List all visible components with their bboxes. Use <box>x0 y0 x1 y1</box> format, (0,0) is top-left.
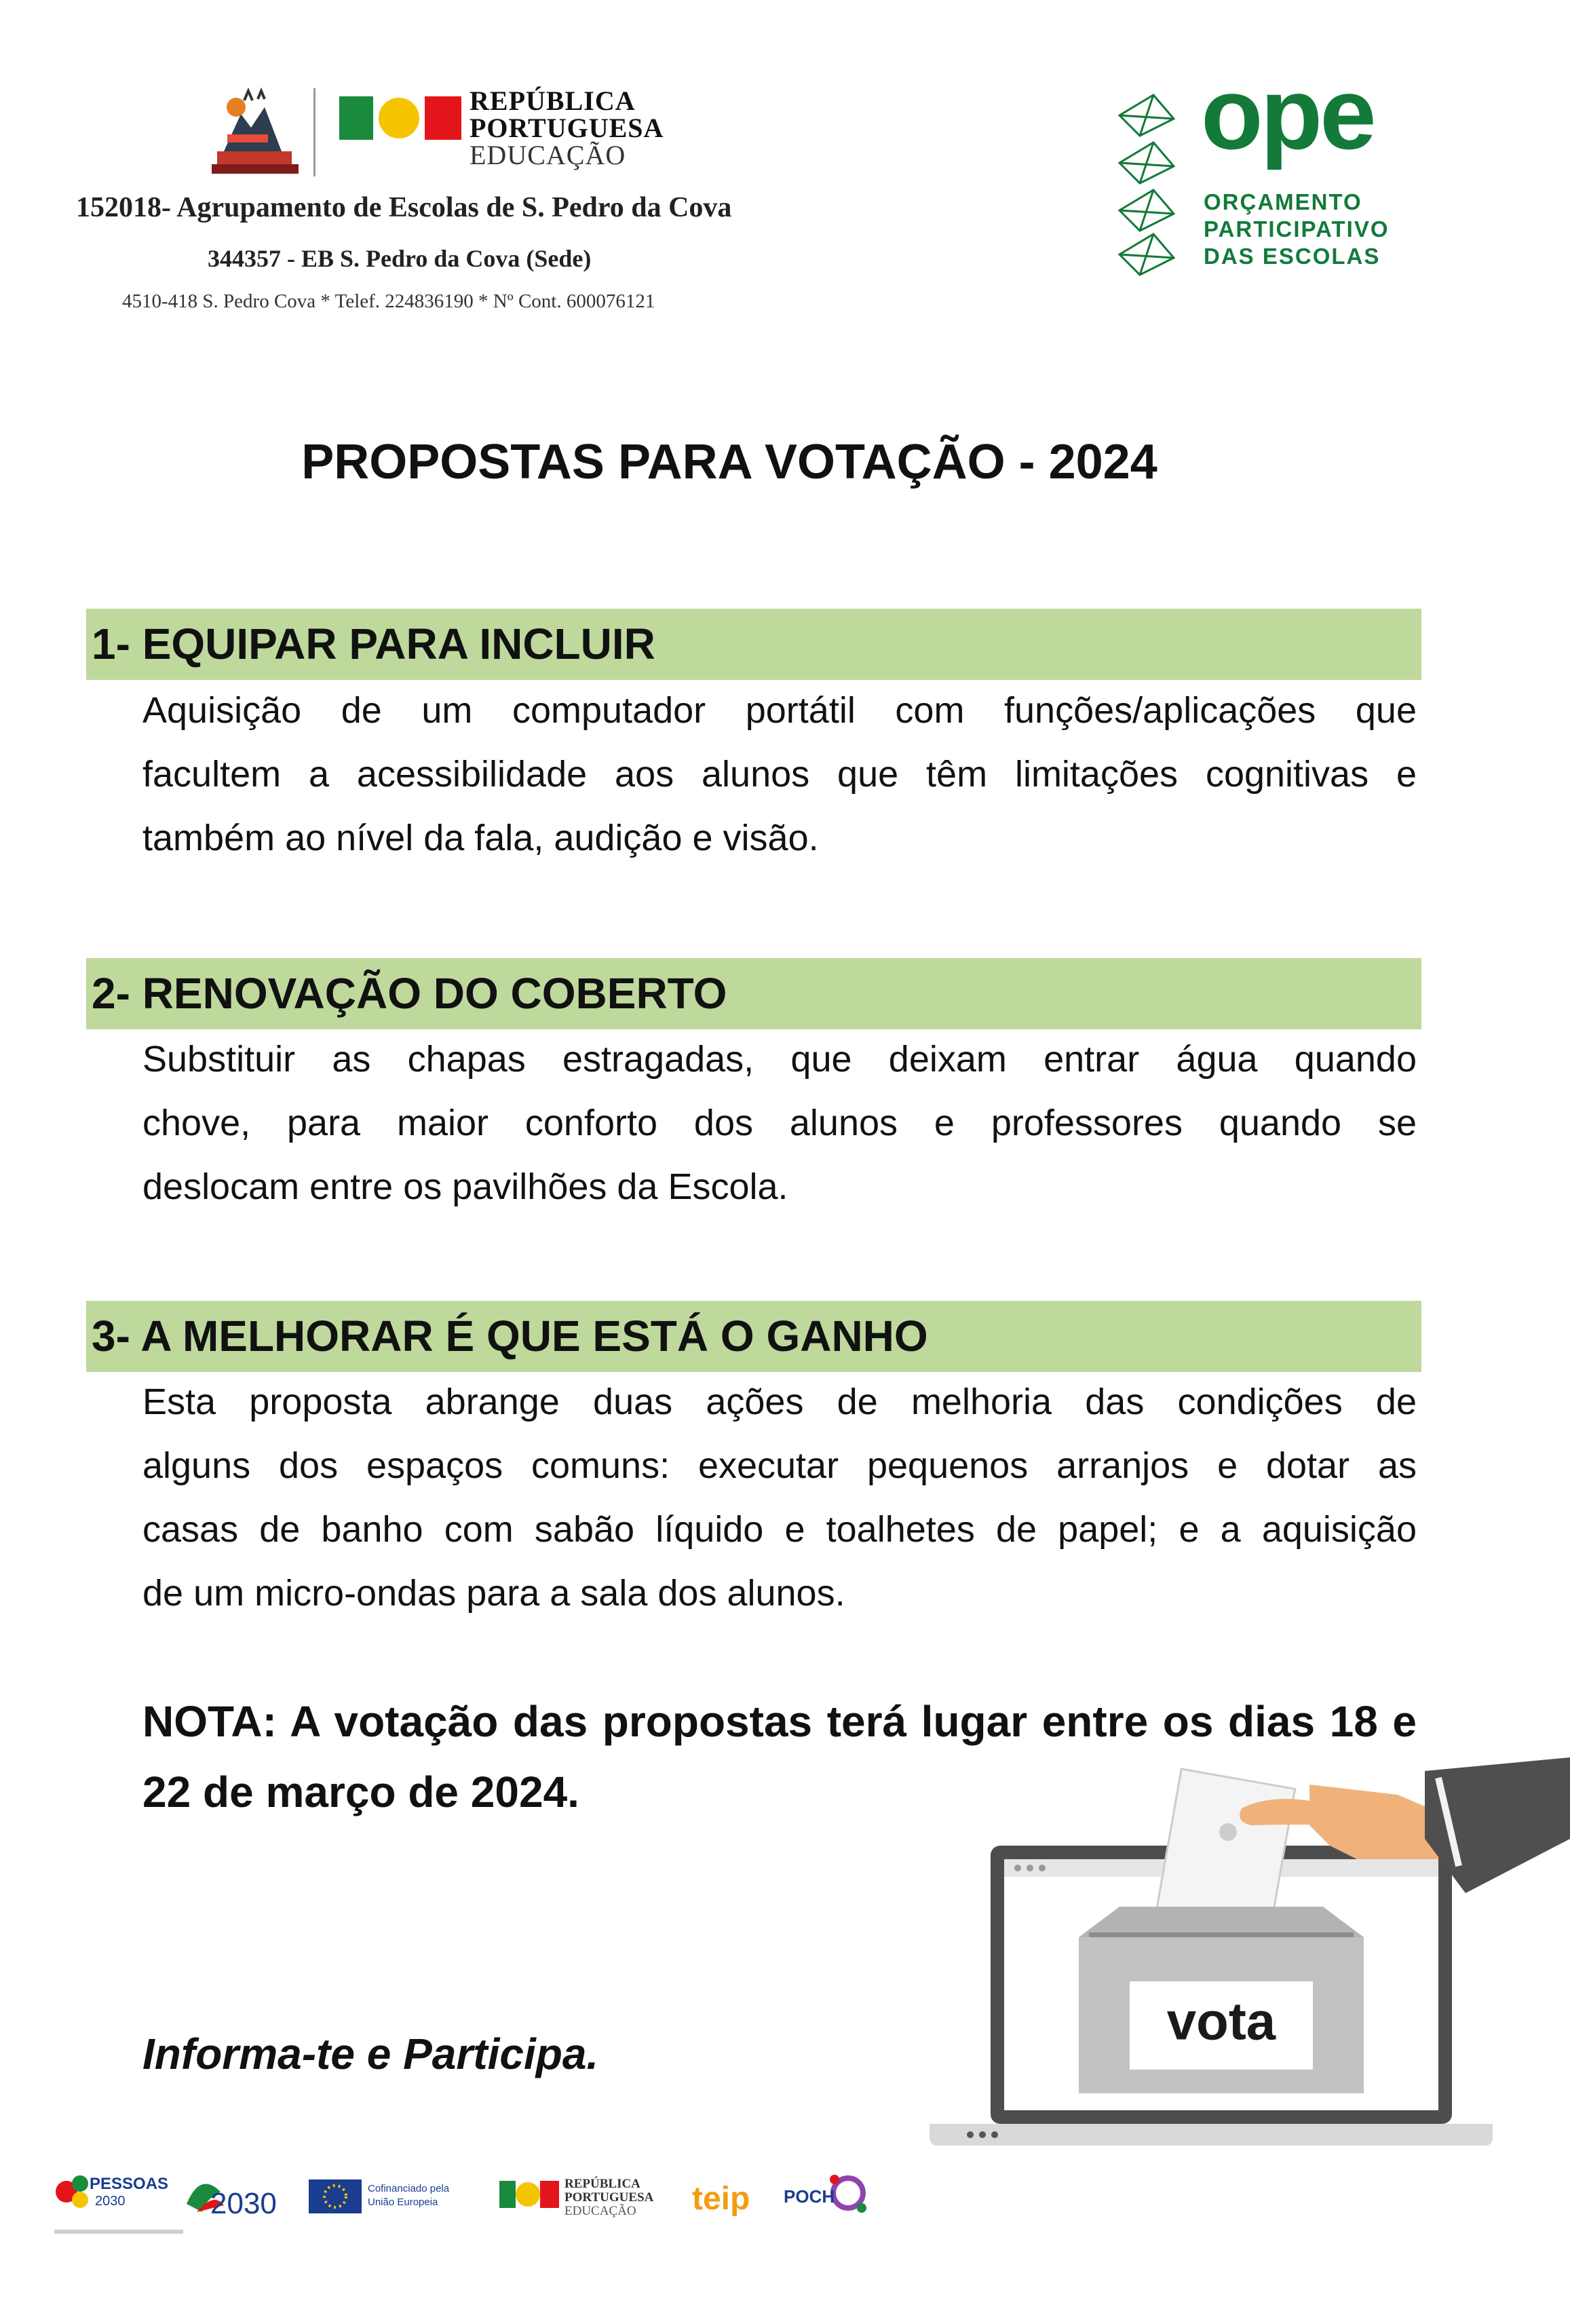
voting-note-line-2: 22 de março de 2024. <box>142 1768 579 1816</box>
closing-slogan: Informa-te e Participa. <box>142 2030 599 2078</box>
eu-text-line-2: União Europeia <box>368 2196 438 2208</box>
proposal-2-line: deslocam entre os pavilhões da Escola. <box>142 1166 788 1207</box>
ope-subtitle-1: ORÇAMENTO <box>1204 189 1362 214</box>
footer-funding-logos <box>47 2165 902 2253</box>
republica-portuguesa-footer-logo <box>499 2176 654 2218</box>
ope-logo-text: ope <box>1201 56 1374 170</box>
eu-text-line-1: Cofinanciado pela <box>368 2183 450 2194</box>
page-title: PROPOSTAS PARA VOTAÇÃO - 2024 <box>301 435 1157 489</box>
ballot-box-label: vota <box>1166 1991 1276 2051</box>
pessoas-year: 2030 <box>95 2194 126 2209</box>
proposal-3-line: de um micro-ondas para a sala dos alunos. <box>142 1573 845 1614</box>
ope-geometric-icon <box>1113 88 1181 278</box>
footer-republica-2: PORTUGUESA <box>564 2190 654 2205</box>
pessoas-2030-logo <box>54 2175 183 2234</box>
republica-line-2: PORTUGUESA <box>470 113 664 143</box>
portugal-2030-year: 2030 <box>210 2187 277 2220</box>
ope-subtitle-3: DAS ESCOLAS <box>1204 244 1381 269</box>
vote-laptop-illustration <box>923 1757 1570 2158</box>
proposal-3-line: casas de banho com sabão líquido e toalhetes de papel; e a aquisição <box>142 1509 1417 1550</box>
proposal-1-line: facultem a acessibilidade aos alunos que têm limitações cognitivas e <box>142 754 1417 795</box>
school-group-name: 152018- Agrupamento de Escolas de S. Pedro da Cova <box>76 192 732 223</box>
teip-label: teip <box>692 2181 750 2217</box>
proposal-1-description <box>142 679 1417 870</box>
teip-logo <box>692 2181 750 2217</box>
proposal-3-heading: 3- A MELHORAR É QUE ESTÁ O GANHO <box>92 1312 928 1360</box>
school-emblem-logo <box>204 87 305 182</box>
footer-republica-3: EDUCAÇÃO <box>564 2204 636 2218</box>
proposal-2-line: chove, para maior conforto dos alunos e professores quando se <box>142 1103 1417 1143</box>
proposal-3-line: alguns dos espaços comuns: executar pequenos arranjos e dotar as <box>142 1445 1417 1486</box>
portugal-flag-icon <box>339 96 461 140</box>
proposal-1-line: também ao nível da fala, audição e visão. <box>142 818 819 858</box>
proposal-3-line: Esta proposta abrange duas ações de melhoria das condições de <box>142 1382 1417 1422</box>
proposal-1-heading: 1- EQUIPAR PARA INCLUIR <box>92 620 655 668</box>
ope-subtitle-2: PARTICIPATIVO <box>1204 216 1390 242</box>
republica-line-3: EDUCAÇÃO <box>470 140 626 170</box>
poch-label: POCH <box>784 2186 835 2207</box>
proposal-2-heading: 2- RENOVAÇÃO DO COBERTO <box>92 969 727 1018</box>
pessoas-label: PESSOAS <box>90 2175 169 2193</box>
proposal-2-line: Substituir as chapas estragadas, que deixam entrar água quando <box>142 1039 1417 1080</box>
portugal-2030-logo <box>187 2184 277 2220</box>
school-contact: 4510-418 S. Pedro Cova * Telef. 224836190 * Nº Cont. 600076121 <box>122 290 655 312</box>
eu-cofinanced-logo <box>309 2179 450 2213</box>
school-name: 344357 - EB S. Pedro da Cova (Sede) <box>208 245 592 272</box>
footer-republica-1: REPÚBLICA <box>564 2177 640 2191</box>
poch-logo <box>784 2175 866 2213</box>
republica-line-1: REPÚBLICA <box>470 85 636 116</box>
proposal-3-description <box>142 1370 1417 1625</box>
proposal-1-line: Aquisição de um computador portátil com funções/aplicações que <box>142 690 1417 731</box>
proposal-2-description <box>142 1027 1417 1219</box>
header-divider <box>313 88 315 176</box>
voting-note-line-1: NOTA: A votação das propostas terá lugar entre os dias 18 e <box>142 1697 1417 1746</box>
